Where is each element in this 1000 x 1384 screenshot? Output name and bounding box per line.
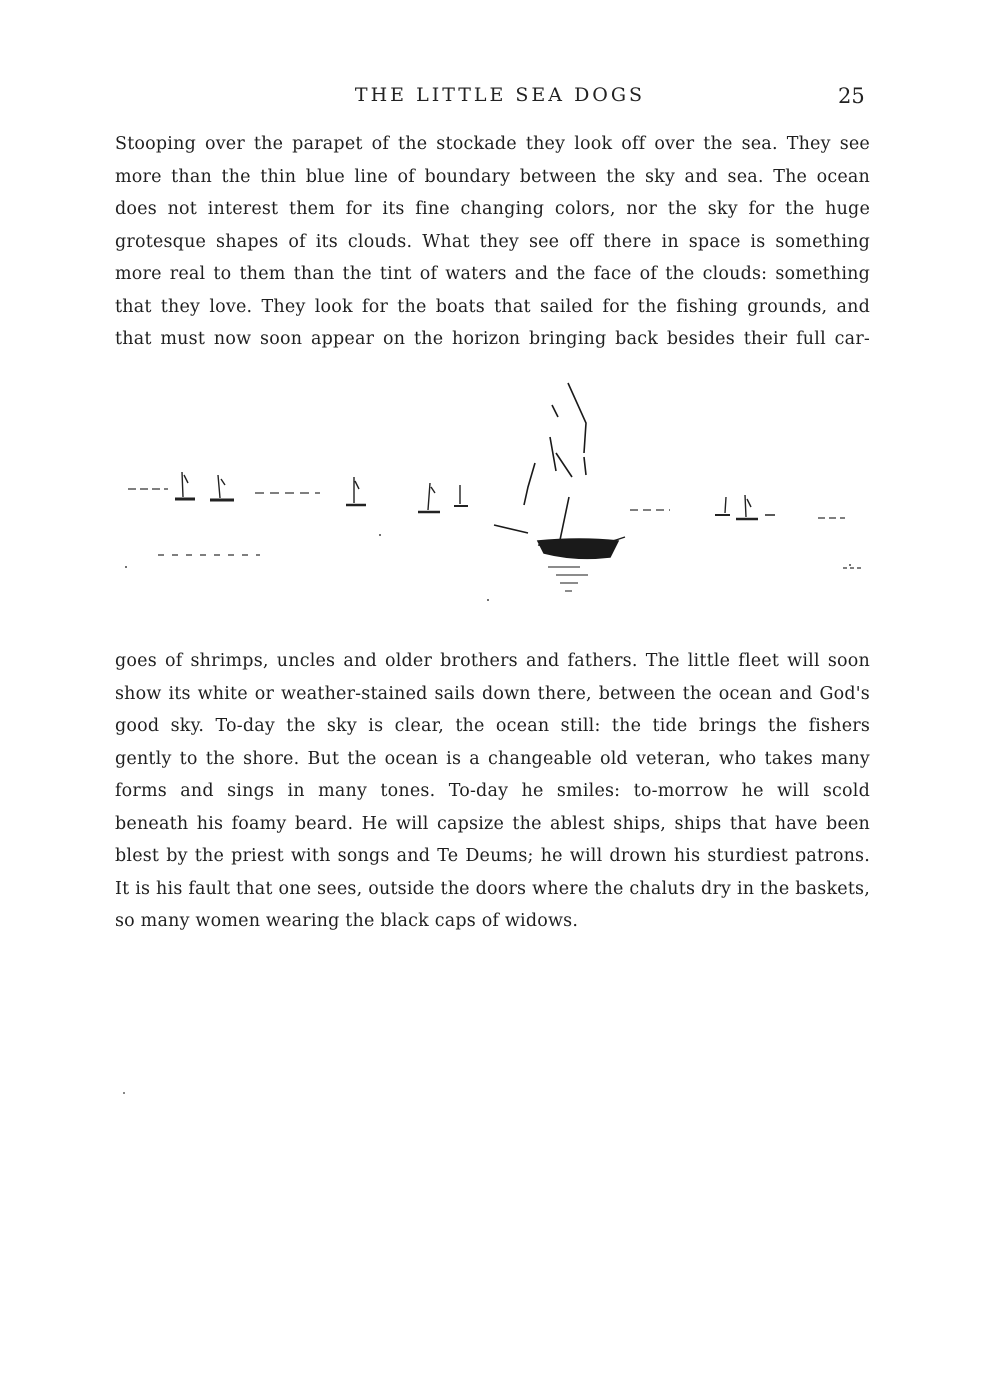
text-line: does not interest them for its fine changing colors, nor the sky for the huge bbox=[115, 199, 870, 219]
text-line: more real to them than the tint of waters and the face of the clouds: something bbox=[115, 264, 870, 284]
text-line: more than the thin blue line of boundary between the sky and sea. The ocean bbox=[115, 166, 870, 187]
text-line: that they love. They look for the boats that sailed for the fishing grounds, and bbox=[115, 296, 870, 317]
running-head: THE LITTLE SEA DOGS bbox=[354, 84, 646, 106]
main-sailboat bbox=[494, 383, 625, 591]
paragraph-1 bbox=[115, 128, 870, 356]
sea-specks bbox=[125, 534, 851, 601]
text-line: that must now soon appear on the horizon bringing back besides their full car- bbox=[115, 329, 870, 349]
text-line: blest by the priest with songs and Te Deums; he will drown his sturdiest patrons. bbox=[115, 846, 870, 866]
text-line: beneath his foamy beard. He will capsize the ablest ships, ships that have been bbox=[115, 813, 870, 834]
page-number: 25 bbox=[838, 84, 865, 108]
text-line: forms and sings in many tones. To-day he smiles: to-morrow he will scold bbox=[115, 781, 870, 801]
text-line: grotesque shapes of its clouds. What they see off there in space is something bbox=[115, 231, 870, 252]
sailboats-illustration bbox=[110, 375, 880, 615]
paragraph-2 bbox=[115, 645, 870, 938]
text-line: Stooping over the parapet of the stockade they look off over the sea. They see bbox=[115, 134, 870, 154]
stray-mark bbox=[123, 1092, 125, 1094]
text-line: good sky. To-day the sky is clear, the ocean still: the tide brings the fishers bbox=[115, 716, 870, 736]
text-line: goes of shrimps, uncles and older brothers and fathers. The little fleet will soon bbox=[115, 651, 870, 671]
text-line: gently to the shore. But the ocean is a changeable old veteran, who takes many bbox=[115, 748, 870, 769]
text-line: It is his fault that one sees, outside the doors where the chaluts dry in the baskets, bbox=[115, 878, 870, 899]
horizon-lines bbox=[128, 489, 862, 568]
distant-boats bbox=[175, 472, 775, 519]
text-line: show its white or weather-stained sails down there, between the ocean and God's bbox=[115, 683, 870, 704]
text-line: so many women wearing the black caps of widows. bbox=[115, 911, 579, 931]
